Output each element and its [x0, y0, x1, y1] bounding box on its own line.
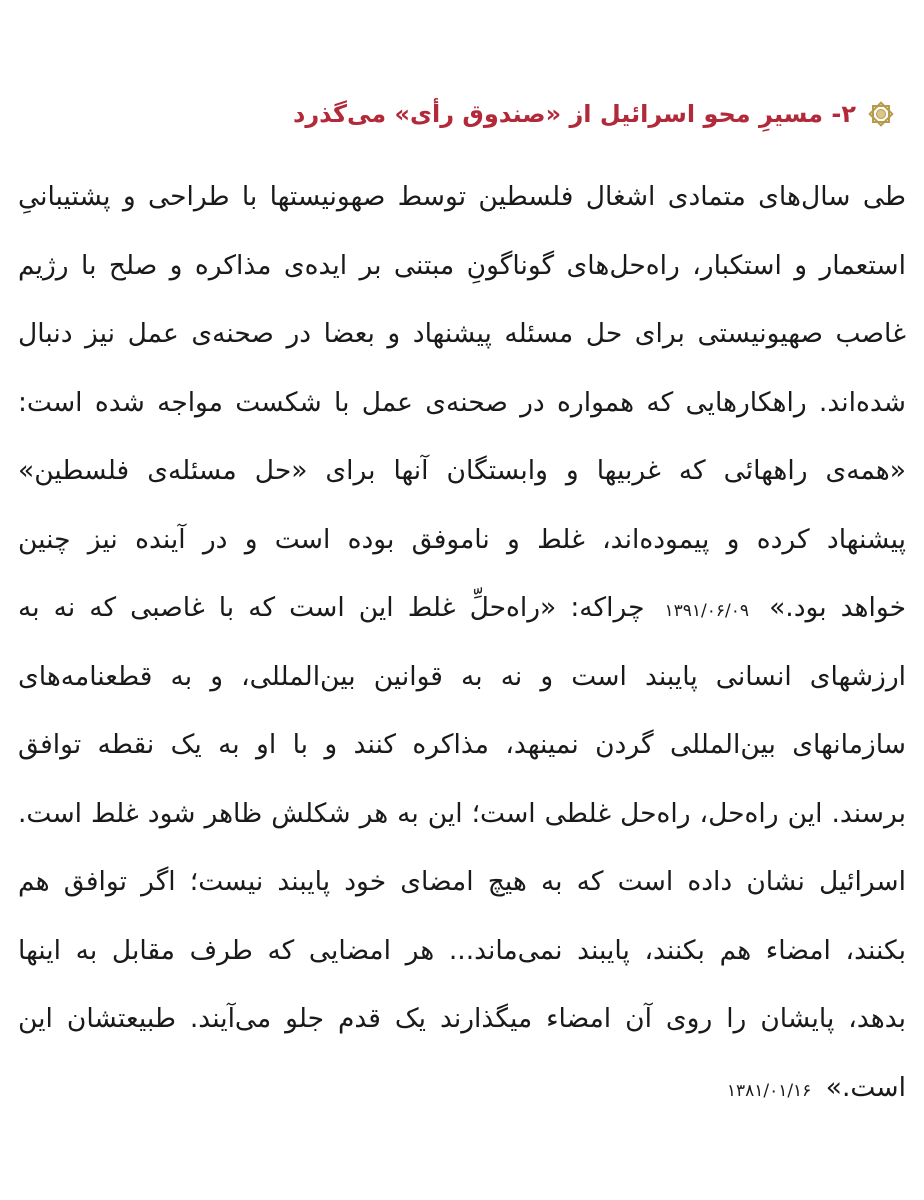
- text-line-2: استعمار و استکبار، راه‌حل‌های گوناگونِ مبتنی بر ایده‌ی مذاکره و صلح با رژیم: [18, 249, 906, 281]
- body-paragraph: [18, 163, 906, 1122]
- line7-before-date: خواهد بود.»: [769, 592, 906, 623]
- ornament-octagram-icon: [866, 99, 896, 129]
- last-line-text: است.»: [825, 1071, 906, 1103]
- text-line-10: برسند. این راه‌حل، راه‌حل غلطی است؛ این به هر شکلش ظاهر شود غلط است.: [18, 797, 906, 829]
- text-line-6: پیشنهاد کرده و پیموده‌اند، غلط و ناموفق بوده است و در آینده نیز چنین: [18, 523, 906, 555]
- date-reference: ۱۳۹۱/۰۶/۰۹: [664, 601, 750, 621]
- text-line-11: اسرائیل نشان داده است که به هیچ امضای خود پایبند نیست؛ اگر توافق هم: [18, 866, 906, 897]
- date-reference-final: ۱۳۸۱/۰۱/۱۶: [726, 1080, 812, 1101]
- text-line-7: [18, 574, 906, 643]
- text-line-4: شده‌اند. راهکارهایی که همواره در صحنه‌ی عمل با شکست مواجه شده است:: [18, 386, 906, 418]
- text-line-1: طی سال‌های متمادی اشغال فلسطین توسط صهونیستها با طراحی و پشتیبانیِ: [18, 181, 906, 212]
- heading-title: ۲- مسیرِ محو اسرائیل از «صندوق رأی» می‌گذرد: [293, 100, 856, 128]
- section-heading: [20, 92, 896, 136]
- text-line-14: [18, 1054, 906, 1123]
- text-line-3: غاصب صهیونیستی برای حل مسئله پیشنهاد و بعضا در صحنه‌ی عمل نیز دنبال: [18, 318, 906, 349]
- line7-after-date: چراکه: «راه‌حلِّ غلط این است که با غاصبی که نه به: [18, 592, 645, 623]
- text-line-8: ارزشهای انسانی پایبند است و نه به قوانین بین‌المللی، و به قطعنامه‌های: [18, 660, 906, 692]
- text-line-5: «همه‌ی راههائی که غربیها و وابستگان آنها برای «حل مسئله‌ی فلسطین»: [18, 455, 906, 486]
- text-line-9: سازمانهای بین‌المللی گردن نمینهد، مذاکره کنند و با او به یک نقطه توافق: [18, 729, 906, 760]
- text-line-12: بکنند، امضاء هم بکنند، پایبند نمی‌ماند... هر امضایی که طرف مقابل به اینها: [18, 934, 906, 966]
- text-line-13: بدهد، پایشان را روی آن امضاء میگذارند یک قدم جلو می‌آیند. طبیعتشان این: [18, 1003, 906, 1034]
